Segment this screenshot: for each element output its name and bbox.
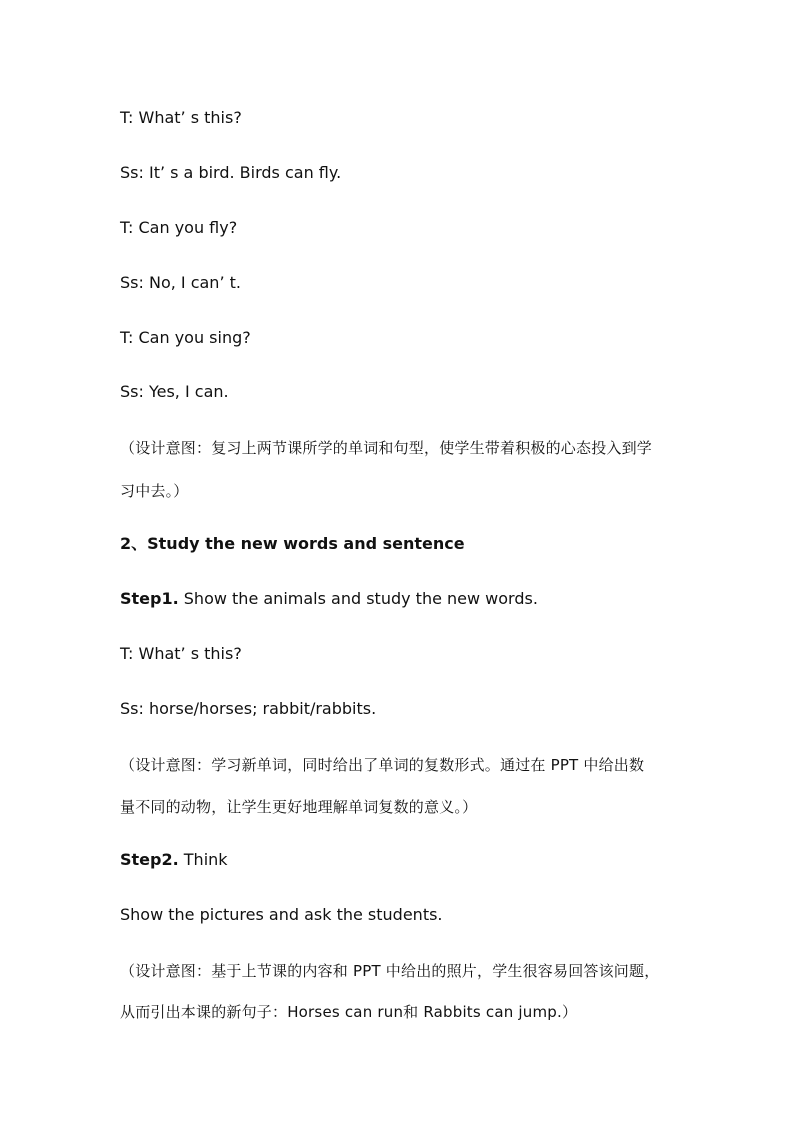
- design-intent-note-1a: （设计意图：复习上两节课所学的单词和句型，使学生带着积极的心态投入到学: [120, 439, 653, 457]
- design-intent-note-3b: 从而引出本课的新句子：Horses can run和 Rabbits can jump.）: [120, 1003, 578, 1021]
- step2-text: Think: [178, 850, 228, 869]
- design-intent-note-2a: （设计意图：学习新单词，同时给出了单词的复数形式。通过在 PPT 中给出数: [120, 756, 645, 774]
- dialogue-line: Ss: horse/horses; rabbit/rabbits.: [120, 699, 377, 718]
- dialogue-line: Ss: It’ s a bird. Birds can fly.: [120, 163, 342, 182]
- dialogue-line: Ss: Yes, I can.: [120, 382, 229, 401]
- step1-label: Step1.: [120, 589, 179, 608]
- design-intent-note-2b: 量不同的动物，让学生更好地理解单词复数的意义。）: [120, 798, 478, 816]
- instruction-line: Show the pictures and ask the students.: [120, 905, 443, 924]
- step1-text: Show the animals and study the new words.: [178, 589, 538, 608]
- dialogue-line: T: Can you fly?: [120, 218, 238, 237]
- step1-line: [120, 589, 538, 609]
- design-intent-note-1b: 习中去。）: [120, 482, 189, 500]
- design-intent-note-3a: （设计意图：基于上节课的内容和 PPT 中给出的照片，学生很容易回答该问题，: [120, 962, 660, 980]
- dialogue-line: T: What’ s this?: [120, 644, 242, 663]
- step2-label: Step2.: [120, 850, 179, 869]
- step2-line: [120, 850, 228, 870]
- section-heading: 2、Study the new words and sentence: [120, 534, 465, 553]
- dialogue-line: T: What’ s this?: [120, 108, 242, 127]
- dialogue-line: Ss: No, I can’ t.: [120, 273, 241, 292]
- dialogue-line: T: Can you sing?: [120, 328, 251, 347]
